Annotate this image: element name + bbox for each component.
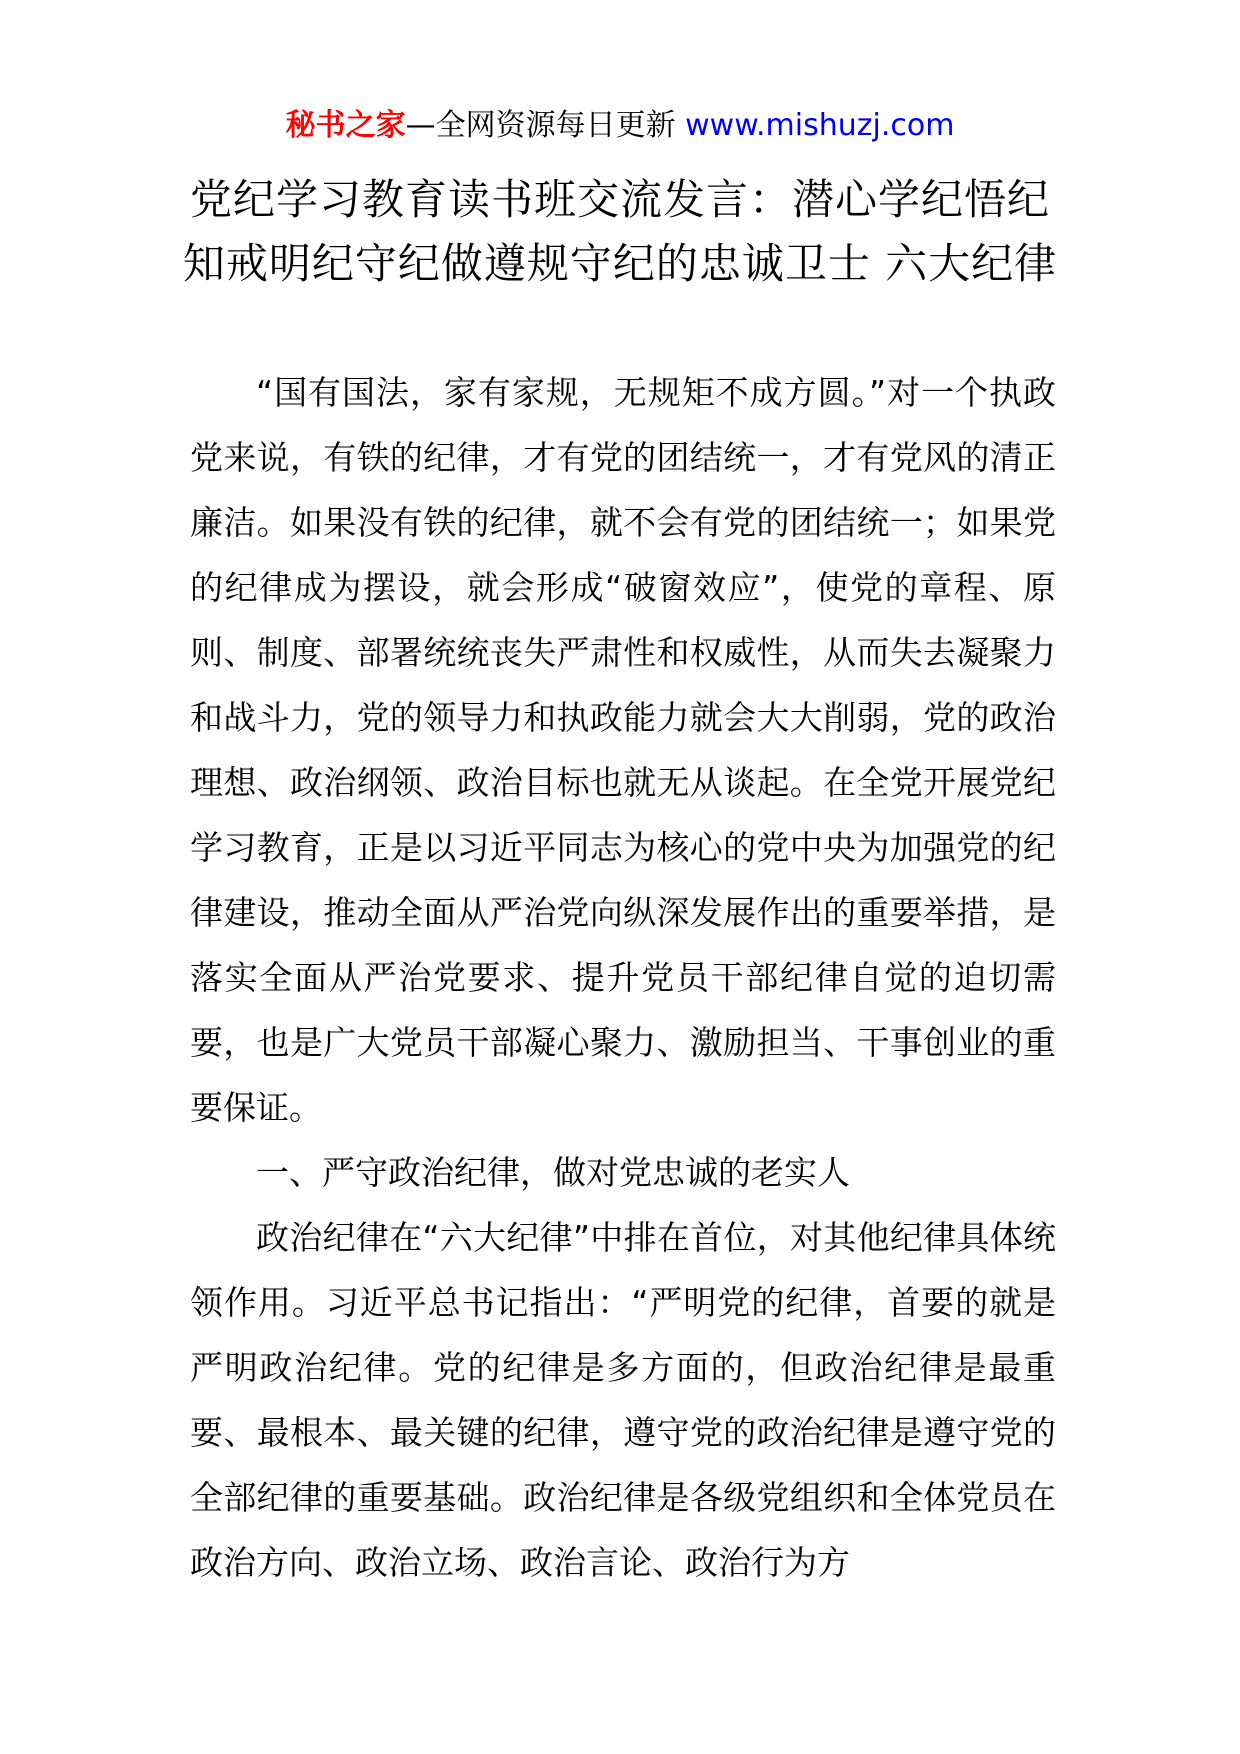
section-heading-1: 一、严守政治纪律，做对党忠诚的老实人: [256, 1153, 850, 1192]
document-title: [150, 168, 1090, 296]
header-tagline: —全网资源每日更新: [405, 108, 686, 143]
title-line-2: 知戒明纪守纪做遵规守纪的忠诚卫士 六大纪律: [182, 239, 1058, 288]
site-url-link[interactable]: www.mishuzj.com: [685, 108, 955, 143]
title-line-1: 党纪学习教育读书班交流发言：潜心学纪悟纪: [189, 175, 1050, 224]
site-header: [0, 106, 1240, 146]
document-body: [190, 360, 1056, 1595]
body-paragraph-1: “国有国法，家有家规，无规矩不成方圆。”对一个执政党来说，有铁的纪律，才有党的团结统一，才有党风的清正廉洁。如果没有铁的纪律，就不会有党的团结统一；如果党的纪律成为摆设，就会形成“破窗效应”，使党的章程、原则、制度、部署统统丧失严肃性和权威性，从而失去凝聚力和战斗力，党的领导力和执政能力就会大大削弱，党的政治理想、政治纲领、政治目标也就无从谈起。在全党开展党纪学习教育，正是以习近平同志为核心的党中央为加强党的纪律建设，推动全面从严治党向纵深发展作出的重要举措，是落实全面从严治党要求、提升党员干部纪律自觉的迫切需要，也是广大党员干部凝心聚力、激励担当、干事创业的重要保证。: [190, 373, 1056, 1127]
brand-name: 秘书之家: [285, 108, 406, 143]
body-paragraph-2: 政治纪律在“六大纪律”中排在首位，对其他纪律具体统领作用。习近平总书记指出：“严明党的纪律，首要的就是严明政治纪律。党的纪律是多方面的，但政治纪律是最重要、最根本、最关键的纪律，遵守党的政治纪律是遵守党的全部纪律的重要基础。政治纪律是各级党组织和全体党员在政治方向、政治立场、政治言论、政治行为方: [190, 1218, 1056, 1582]
